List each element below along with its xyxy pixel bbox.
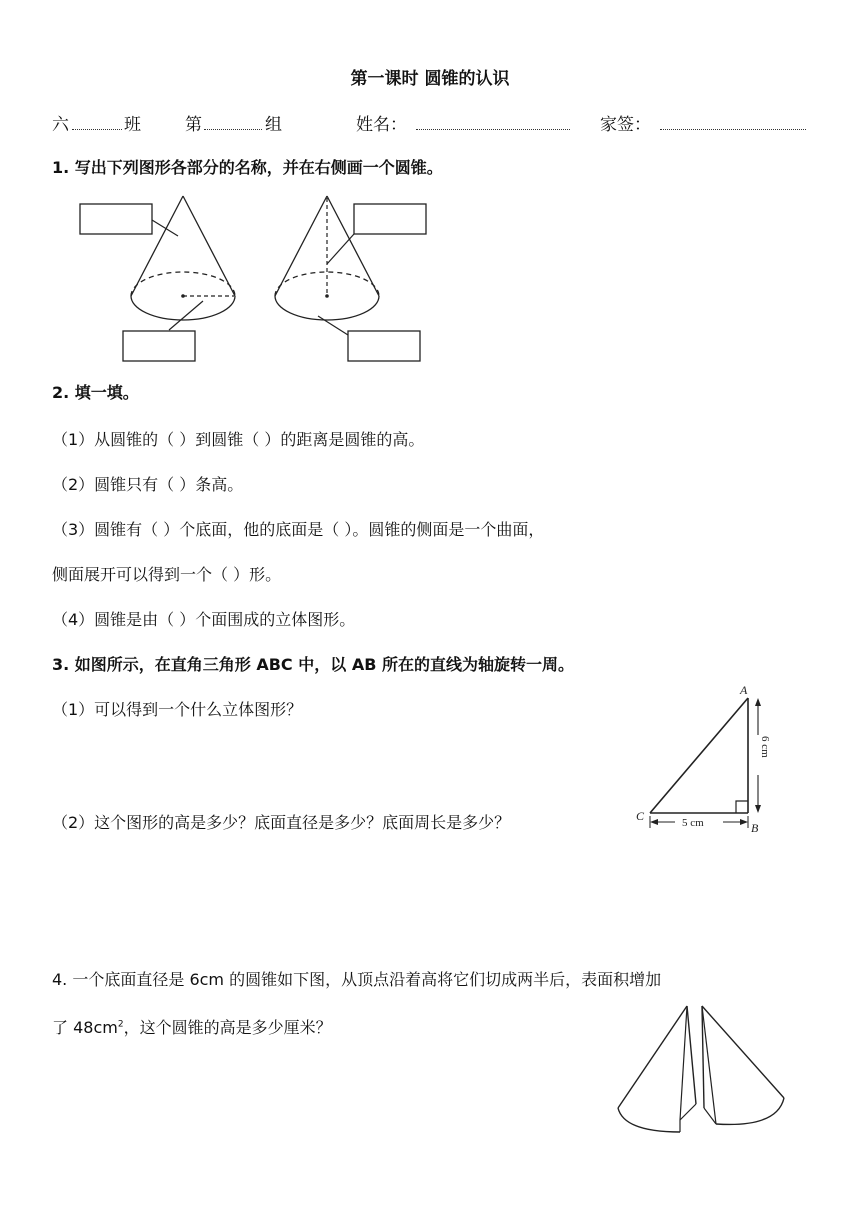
name-label: 姓名： [356, 115, 407, 135]
q4-text-line2: 了 $48cm^2$，这个圆锥的高是多少厘米？ [52, 1018, 332, 1037]
label-box-top-right [354, 204, 426, 234]
q2-text: 2. 填一填。 [52, 383, 139, 402]
q3-item-1: （1）可以得到一个什么立体图形？ [52, 700, 303, 719]
q3-item-2: （2）这个图形的高是多少？底面直径是多少？底面周长是多少？ [52, 813, 511, 832]
height-dimension-label: 6 cm [759, 736, 771, 758]
q4-text-line1: 4. 一个底面直径是 6cm 的圆锥如下图，从顶点沿着高将它们切成两半后，表面积增加 [52, 970, 662, 989]
group-blank[interactable] [204, 129, 262, 130]
cone-figure-left [70, 190, 260, 370]
name-blank[interactable] [416, 129, 570, 130]
class-blank[interactable] [72, 129, 122, 130]
q2-item-3: （3）圆锥有（ ）个底面，他的底面是（ ）。圆锥的侧面是一个曲面， [52, 520, 545, 539]
q1-text: 1. 写出下列图形各部分的名称，并在右侧画一个圆锥。 [52, 158, 443, 177]
q2-item-1: （1）从圆锥的（ ）到圆锥（ ）的距离是圆锥的高。 [52, 430, 425, 449]
base-dimension-label: 5 cm [682, 817, 704, 829]
q2-item-2: （2）圆锥只有（ ）条高。 [52, 475, 244, 494]
label-box-top-left [80, 204, 152, 234]
class-label: 班 [124, 115, 141, 135]
q2-item-4: （4）圆锥是由（ ）个面围成的立体图形。 [52, 610, 356, 629]
parent-sign-blank[interactable] [660, 129, 806, 130]
no-label: 第 [185, 115, 202, 135]
cut-cone-figure [612, 1000, 802, 1150]
cone-figure-right [270, 190, 440, 370]
parent-sign-label: 家签： [600, 115, 651, 135]
vertex-a-label: A [740, 683, 748, 697]
right-triangle-figure [630, 680, 780, 840]
label-box-bottom-right [348, 331, 420, 361]
q3-text: 3. 如图所示，在直角三角形 ABC 中，以 AB 所在的直线为轴旋转一周。 [52, 655, 574, 674]
page-title: 第一课时 圆锥的认识 [350, 69, 510, 89]
vertex-b-label: B [751, 821, 759, 835]
grade-label: 六 [52, 115, 69, 135]
q2-item-3-cont: 侧面展开可以得到一个（ ）形。 [52, 565, 282, 584]
label-box-bottom-left [123, 331, 195, 361]
group-label: 组 [265, 115, 282, 135]
vertex-c-label: C [636, 809, 645, 823]
